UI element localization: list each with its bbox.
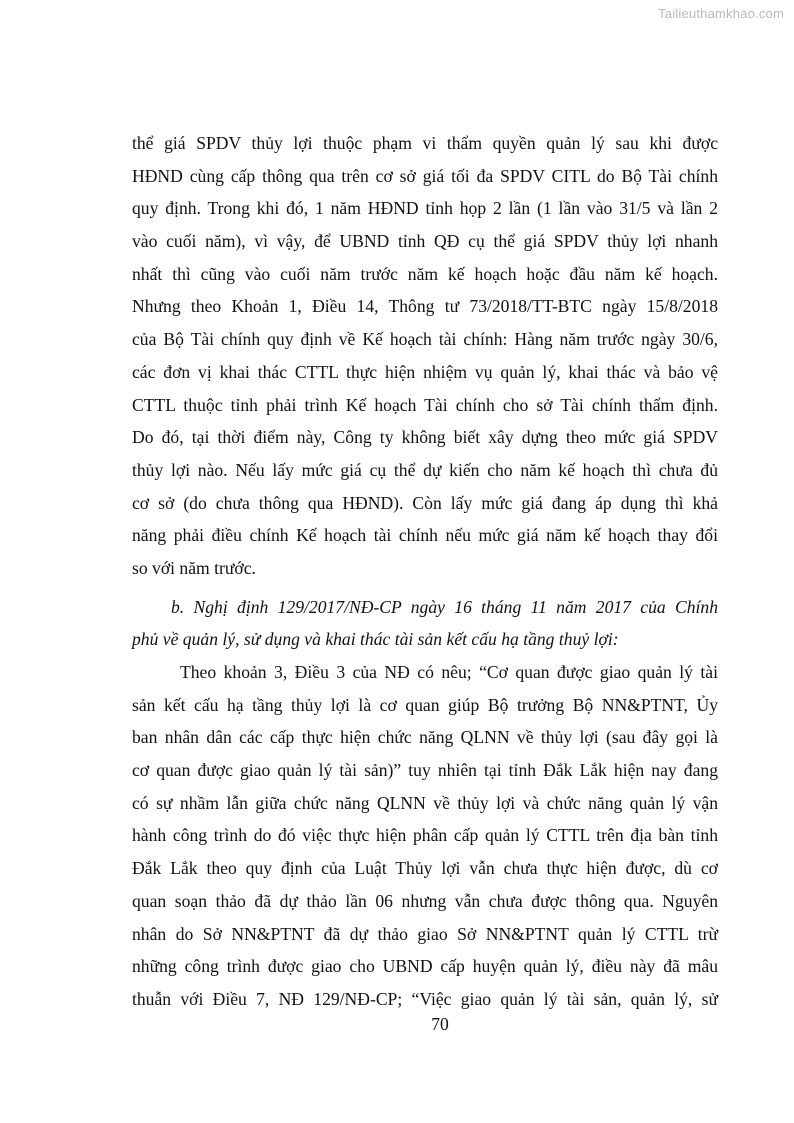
text-line: so với năm trước. xyxy=(132,557,256,578)
paragraph-decree-analysis xyxy=(132,656,718,1016)
paragraph-price-regulation xyxy=(132,127,718,585)
text-line: Nhưng theo Khoản 1, Điều 14, Thông tư 73/2018/TT-BTC ngày 15/8/2018 xyxy=(132,296,718,317)
heading-line: b. Nghị định 129/2017/NĐ-CP ngày 16 tháng 11 năm 2017 của Chính xyxy=(171,596,718,617)
text-line: năng phải điều chính Kế hoạch tài chính nếu mức giá năm kế hoạch thay đổi xyxy=(132,525,718,546)
text-line: các đơn vị khai thác CTTL thực hiện nhiệm vụ quản lý, khai thác và bảo vệ xyxy=(132,361,718,382)
text-line: hành công trình do đó việc thực hiện phân cấp quản lý CTTL trên địa bàn tỉnh xyxy=(132,825,718,846)
text-line: Do đó, tại thời điểm này, Công ty không biết xây dựng theo mức giá SPDV xyxy=(132,427,718,448)
text-line: CTTL thuộc tỉnh phải trình Kế hoạch Tài chính cho sở Tài chính thẩm định. xyxy=(132,394,718,415)
text-line: cơ sở (do chưa thông qua HĐND). Còn lấy mức giá đang áp dụng thì khả xyxy=(132,492,718,513)
text-line: quan soạn thảo đã dự thảo lần 06 nhưng vẫn chưa được thông qua. Nguyên xyxy=(132,890,718,911)
text-line: nhân do Sở NN&PTNT đã dự thảo giao Sở NN&PTNT quản lý CTTL trừ xyxy=(132,923,718,944)
text-line: quy định. Trong khi đó, 1 năm HĐND tỉnh họp 2 lần (1 lần vào 31/5 và lần 2 xyxy=(132,198,718,219)
text-line: HĐND cùng cấp thông qua trên cơ sở giá tối đa SPDV CITL do Bộ Tài chính xyxy=(132,165,718,186)
page-number: 70 xyxy=(431,1014,449,1034)
text-line: thủy lợi nào. Nếu lấy mức giá cụ thể dự kiến cho năm kế hoạch thì chưa đủ xyxy=(132,459,718,480)
text-line: thuẫn với Điều 7, NĐ 129/NĐ-CP; “Việc giao quản lý tài sản, quản lý, sử xyxy=(132,988,718,1009)
text-line: có sự nhầm lẫn giữa chức năng QLNN về thủy lợi và chức năng quản lý vận xyxy=(132,792,718,813)
text-line: của Bộ Tài chính quy định về Kế hoạch tài chính: Hàng năm trước ngày 30/6, xyxy=(132,329,718,350)
text-line: ban nhân dân các cấp thực hiện chức năng QLNN về thủy lợi (sau đây gọi là xyxy=(132,727,718,748)
text-line: cơ quan được giao quản lý tài sản)” tuy nhiên tại tỉnh Đắk Lắk hiện nay đang xyxy=(132,760,718,781)
watermark: Tailieuthamkhao.com xyxy=(658,6,784,21)
text-line: thể giá SPDV thủy lợi thuộc phạm vi thẩm quyền quản lý sau khi được xyxy=(132,133,718,153)
section-heading-decree-129 xyxy=(132,591,718,656)
text-line: vào cuối năm), vì vậy, để UBND tỉnh QĐ cụ thể giá SPDV thủy lợi nhanh xyxy=(132,231,718,252)
text-line: những công trình được giao cho UBND cấp huyện quản lý, điều này đã mâu xyxy=(132,956,718,977)
text-line: nhất thì cũng vào cuối năm trước năm kế hoạch hoặc đầu năm kế hoạch. xyxy=(132,263,718,284)
text-line: Đắk Lắk theo quy định của Luật Thủy lợi vẫn chưa thực hiện được, dù cơ xyxy=(132,858,718,879)
document-body xyxy=(132,127,718,1016)
heading-line: phủ về quản lý, sử dụng và khai thác tài sản kết cấu hạ tầng thuỷ lợi: xyxy=(132,629,619,650)
text-line: sản kết cấu hạ tầng thủy lợi là cơ quan giúp Bộ trưởng Bộ NN&PTNT, Ủy xyxy=(132,694,718,715)
text-line: Theo khoản 3, Điều 3 của NĐ có nêu; “Cơ quan được giao quản lý tài xyxy=(180,662,718,682)
